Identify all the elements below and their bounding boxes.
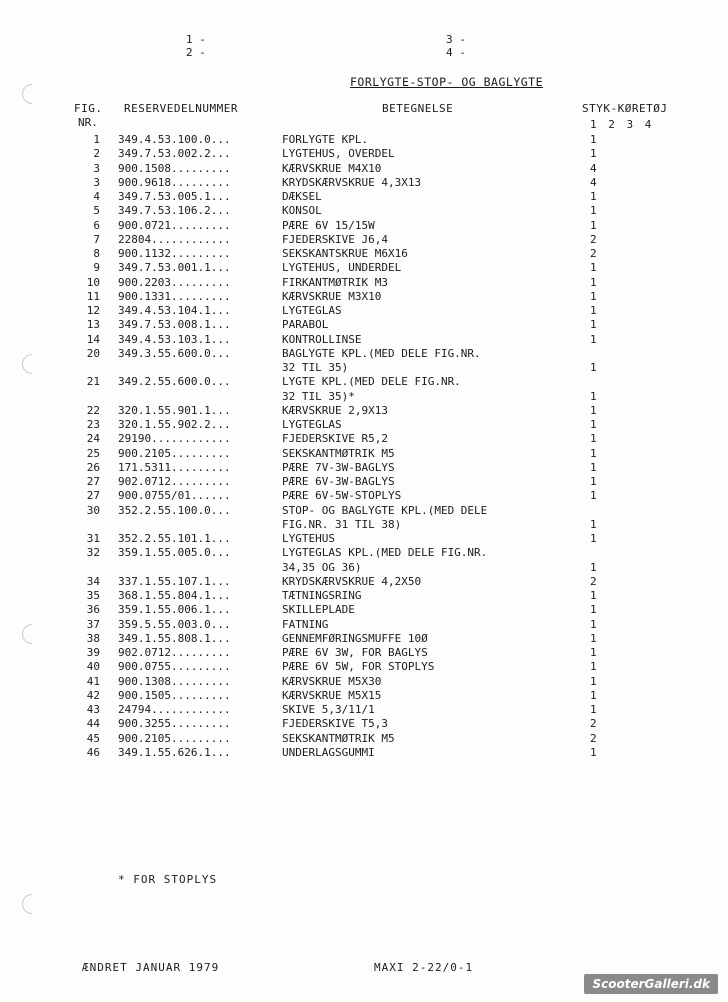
description: KONTROLLINSE (282, 332, 362, 346)
fig-number: 36 (86, 603, 100, 617)
part-number: 349.3.55.600.0... (118, 346, 231, 360)
description: LYGTEGLAS (282, 418, 342, 431)
part-number: 320.1.55.902.2... (118, 418, 231, 431)
description: KÆRVSKRUE M5X15 (282, 688, 382, 702)
description: PARABOL (282, 318, 329, 332)
part-number: 900.1508......... (118, 161, 231, 175)
description: SKILLEPLADE (282, 603, 355, 617)
header-fig: FIG. (74, 102, 103, 115)
table-row (0, 361, 728, 375)
table-row (0, 333, 728, 347)
quantity: 1 (590, 261, 597, 275)
part-number: 337.1.55.107.1... (118, 574, 231, 588)
quantity: 1 (590, 275, 597, 289)
fig-number: 35 (86, 589, 100, 602)
table-row (0, 347, 728, 361)
table-row (0, 646, 728, 660)
fig-number: 42 (86, 688, 100, 702)
part-number: 902.0712......... (118, 475, 231, 488)
part-number: 902.0712......... (118, 646, 231, 659)
quantity: 2 (590, 731, 597, 745)
table-row (0, 717, 728, 731)
table-row (0, 190, 728, 204)
part-number: 349.7.53.002.2... (118, 147, 231, 161)
fig-number: 11 (86, 289, 100, 303)
table-row (0, 432, 728, 446)
quantity: 4 (590, 175, 597, 189)
fig-number: 7 (93, 232, 100, 246)
page-number-2: 2 - (186, 46, 206, 59)
table-row (0, 247, 728, 261)
fig-number: 10 (86, 275, 100, 289)
description: LYGTEHUS, OVERDEL (282, 147, 395, 161)
quantity: 1 (590, 631, 597, 645)
table-row (0, 447, 728, 461)
fig-number: 32 (86, 546, 100, 560)
description: KONSOL (282, 204, 322, 218)
description: 34,35 OG 36) (282, 560, 362, 574)
fig-number: 34 (86, 574, 100, 588)
description: PÆRE 6V-3W-BAGLYS (282, 475, 395, 488)
description: SEKSKANTMØTRIK M5 (282, 446, 395, 460)
quantity: 1 (590, 674, 597, 688)
table-row (0, 489, 728, 503)
quantity: 1 (590, 133, 597, 146)
quantity: 1 (590, 517, 597, 531)
part-number: 349.4.53.103.1... (118, 332, 231, 346)
quantity: 1 (590, 190, 597, 203)
description: LYGTEGLAS KPL.(MED DELE FIG.NR. (282, 546, 488, 560)
fig-number: 5 (93, 204, 100, 218)
table-row (0, 732, 728, 746)
part-number: 320.1.55.901.1... (118, 403, 231, 417)
part-number: 900.0755/01...... (118, 489, 231, 503)
fig-number: 27 (86, 475, 100, 488)
table-row (0, 176, 728, 190)
fig-number: 1 (93, 133, 100, 146)
quantity: 1 (590, 446, 597, 460)
table-row (0, 204, 728, 218)
quantity: 1 (590, 489, 597, 503)
table-row (0, 518, 728, 532)
part-number: 900.1132......... (118, 247, 231, 260)
fig-number: 25 (86, 446, 100, 460)
description: KRYDSKÆRVSKRUE 4,3X13 (282, 175, 422, 189)
table-row (0, 375, 728, 389)
description: FIRKANTMØTRIK M3 (282, 275, 388, 289)
quantity: 1 (590, 532, 597, 545)
fig-number: 12 (86, 304, 100, 317)
part-number: 349.7.53.106.2... (118, 204, 231, 218)
description: PÆRE 6V-5W-STOPLYS (282, 489, 402, 503)
part-number: 349.7.53.001.1... (118, 261, 231, 275)
quantity: 2 (590, 247, 597, 260)
description: PÆRE 6V 5W, FOR STOPLYS (282, 660, 435, 674)
table-row (0, 404, 728, 418)
table-row (0, 689, 728, 703)
fig-number: 41 (86, 674, 100, 688)
part-number: 29190............ (118, 432, 231, 446)
part-number: 359.5.55.003.0... (118, 617, 231, 631)
table-row (0, 390, 728, 404)
part-number: 171.5311......... (118, 460, 231, 474)
table-row (0, 532, 728, 546)
quantity: 4 (590, 161, 597, 175)
quantity: 1 (590, 603, 597, 617)
fig-number: 39 (86, 646, 100, 659)
description: BAGLYGTE KPL.(MED DELE FIG.NR. (282, 346, 481, 360)
description: PÆRE 6V 3W, FOR BAGLYS (282, 646, 428, 659)
table-row (0, 233, 728, 247)
page-number-4: 4 - (446, 46, 466, 59)
quantity: 1 (590, 660, 597, 674)
fig-number: 21 (86, 375, 100, 389)
table-row (0, 219, 728, 233)
quantity: 1 (590, 703, 597, 716)
quantity: 1 (590, 332, 597, 346)
description: STOP- OG BAGLYGTE KPL.(MED DELE (282, 503, 488, 517)
table-row (0, 475, 728, 489)
quantity: 2 (590, 717, 597, 731)
table-row (0, 575, 728, 589)
part-number: 349.7.53.005.1... (118, 190, 231, 203)
description: FJEDERSKIVE R5,2 (282, 432, 388, 446)
fig-number: 14 (86, 332, 100, 346)
watermark-logo: ScooterGalleri.dk (584, 974, 718, 994)
description: SEKSKANTMØTRIK M5 (282, 731, 395, 745)
description: FATNING (282, 617, 329, 631)
part-number: 900.2105......... (118, 446, 231, 460)
fig-number: 27 (86, 489, 100, 503)
description: LYGTEHUS (282, 532, 335, 545)
fig-number: 9 (93, 261, 100, 275)
fig-number: 26 (86, 460, 100, 474)
part-number: 900.0721......... (118, 218, 231, 232)
quantity: 1 (590, 289, 597, 303)
fig-number: 44 (86, 717, 100, 731)
description: KÆRVSKRUE M4X10 (282, 161, 382, 175)
part-number: 349.2.55.600.0... (118, 375, 231, 389)
fig-number: 24 (86, 432, 100, 446)
description: SEKSKANTSKRUE M6X16 (282, 247, 408, 260)
part-number: 359.1.55.006.1... (118, 603, 231, 617)
binder-hole-4 (18, 890, 46, 918)
table-row (0, 660, 728, 674)
part-number: 368.1.55.804.1... (118, 589, 231, 602)
fig-number: 2 (93, 147, 100, 161)
table-row (0, 290, 728, 304)
description: KÆRVSKRUE M5X30 (282, 674, 382, 688)
description: KÆRVSKRUE M3X10 (282, 289, 382, 303)
quantity: 1 (590, 688, 597, 702)
part-number: 349.4.53.104.1... (118, 304, 231, 317)
quantity: 1 (590, 304, 597, 317)
table-row (0, 133, 728, 147)
part-number: 349.7.53.008.1... (118, 318, 231, 332)
description: SKIVE 5,3/11/1 (282, 703, 375, 716)
table-row (0, 147, 728, 161)
quantity: 1 (590, 218, 597, 232)
description: FJEDERSKIVE T5,3 (282, 717, 388, 731)
table-row (0, 603, 728, 617)
table-row (0, 746, 728, 760)
table-row (0, 261, 728, 275)
table-row (0, 304, 728, 318)
fig-number: 4 (93, 190, 100, 203)
quantity: 2 (590, 574, 597, 588)
quantity: 1 (590, 560, 597, 574)
quantity: 2 (590, 232, 597, 246)
description: FORLYGTE KPL. (282, 133, 369, 146)
header-part-number: RESERVEDELNUMMER (124, 102, 238, 115)
footnote: * FOR STOPLYS (118, 873, 218, 886)
quantity: 1 (590, 318, 597, 332)
table-row (0, 318, 728, 332)
header-quantity: STYK-KØRETØJ (582, 102, 668, 115)
quantity: 1 (590, 147, 597, 161)
fig-number: 40 (86, 660, 100, 674)
table-row (0, 561, 728, 575)
quantity: 1 (590, 403, 597, 417)
table-row (0, 703, 728, 717)
description: 32 TIL 35) (282, 361, 349, 374)
description: LYGTE KPL.(MED DELE FIG.NR. (282, 375, 461, 389)
description: KÆRVSKRUE 2,9X13 (282, 403, 388, 417)
fig-number: 13 (86, 318, 100, 332)
part-number: 900.3255......... (118, 717, 231, 731)
quantity: 1 (590, 204, 597, 218)
part-number: 352.2.55.100.0... (118, 503, 231, 517)
footer-document-code: MAXI 2-22/0-1 (374, 961, 474, 974)
description: TÆTNINGSRING (282, 589, 362, 602)
description: KRYDSKÆRVSKRUE 4,2X50 (282, 574, 422, 588)
quantity: 1 (590, 589, 597, 602)
fig-number: 20 (86, 346, 100, 360)
binder-hole-1 (18, 80, 46, 108)
description: PÆRE 7V-3W-BAGLYS (282, 460, 395, 474)
part-number: 900.1308......... (118, 674, 231, 688)
part-number: 900.9618......... (118, 175, 231, 189)
table-row (0, 632, 728, 646)
part-number: 24794............ (118, 703, 231, 716)
footer-revision-date: ÆNDRET JANUAR 1979 (82, 961, 220, 974)
quantity: 1 (590, 389, 597, 403)
description: FIG.NR. 31 TIL 38) (282, 517, 402, 531)
part-number: 349.1.55.808.1... (118, 631, 231, 645)
table-row (0, 618, 728, 632)
description: UNDERLAGSGUMMI (282, 745, 375, 759)
part-number: 349.4.53.100.0... (118, 133, 231, 146)
fig-number: 3 (93, 175, 100, 189)
part-number: 900.2203......... (118, 275, 231, 289)
quantity: 1 (590, 646, 597, 659)
table-row (0, 162, 728, 176)
fig-number: 45 (86, 731, 100, 745)
fig-number: 3 (93, 161, 100, 175)
header-nr: NR. (78, 116, 98, 129)
quantity: 1 (590, 617, 597, 631)
quantity: 1 (590, 361, 597, 374)
description: LYGTEHUS, UNDERDEL (282, 261, 402, 275)
part-number: 359.1.55.005.0... (118, 546, 231, 560)
fig-number: 38 (86, 631, 100, 645)
description: LYGTEGLAS (282, 304, 342, 317)
table-row (0, 546, 728, 560)
fig-number: 23 (86, 418, 100, 431)
description: 32 TIL 35)* (282, 389, 355, 403)
quantity: 1 (590, 460, 597, 474)
table-row (0, 675, 728, 689)
table-row (0, 461, 728, 475)
fig-number: 31 (86, 532, 100, 545)
description: PÆRE 6V 15/15W (282, 218, 375, 232)
fig-number: 8 (93, 247, 100, 260)
fig-number: 22 (86, 403, 100, 417)
part-number: 900.1331......... (118, 289, 231, 303)
description: DÆKSEL (282, 190, 322, 203)
part-number: 352.2.55.101.1... (118, 532, 231, 545)
fig-number: 46 (86, 745, 100, 759)
part-number: 900.0755......... (118, 660, 231, 674)
table-row (0, 589, 728, 603)
part-number: 900.2105......... (118, 731, 231, 745)
header-description: BETEGNELSE (382, 102, 454, 115)
part-number: 349.1.55.626.1... (118, 745, 231, 759)
description: GENNEMFØRINGSMUFFE 10Ø (282, 631, 428, 645)
fig-number: 37 (86, 617, 100, 631)
quantity: 1 (590, 475, 597, 488)
quantity: 1 (590, 745, 597, 759)
fig-number: 30 (86, 503, 100, 517)
table-row (0, 418, 728, 432)
fig-number: 6 (93, 218, 100, 232)
table-row (0, 504, 728, 518)
quantity: 1 (590, 432, 597, 446)
part-number: 900.1505......... (118, 688, 231, 702)
fig-number: 43 (86, 703, 100, 716)
page-number-3: 3 - (446, 33, 466, 46)
page-number-1: 1 - (186, 33, 206, 46)
quantity: 1 (590, 418, 597, 431)
part-number: 22804............ (118, 232, 231, 246)
description: FJEDERSKIVE J6,4 (282, 232, 388, 246)
table-row (0, 276, 728, 290)
header-quantity-columns: 1 2 3 4 (590, 118, 652, 131)
page-title: FORLYGTE-STOP- OG BAGLYGTE (350, 75, 544, 89)
